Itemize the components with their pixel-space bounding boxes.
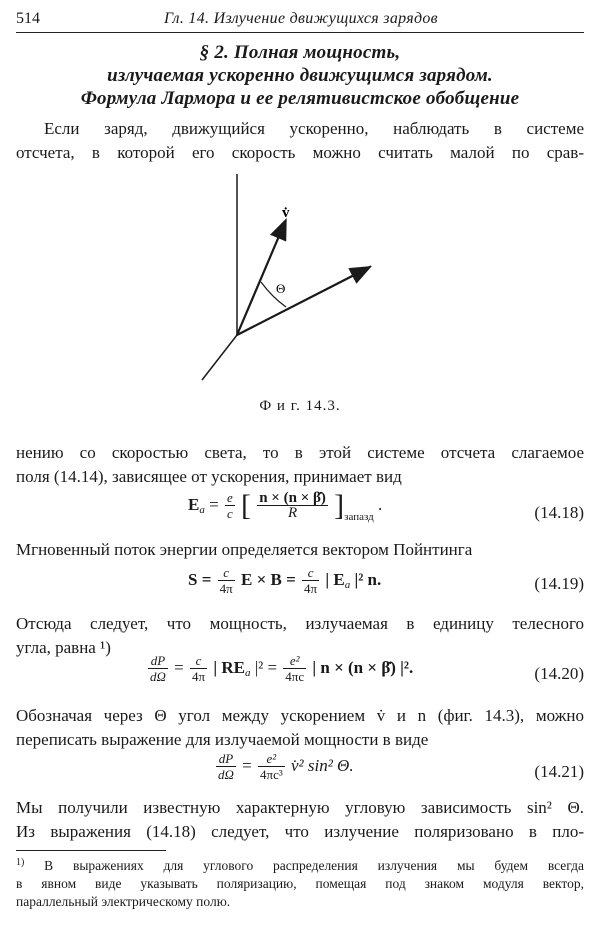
paragraph-line: Мгновенный поток энергии определяется вектором Пойнтинга	[16, 540, 473, 559]
eq-fraction	[257, 491, 328, 521]
acceleration-vector-arrow	[237, 222, 285, 335]
eq-fraction	[218, 566, 235, 596]
fraction-numerator: dP	[148, 654, 168, 669]
paragraph-field	[16, 441, 584, 489]
eq-text: |² n.	[350, 569, 382, 589]
footnote	[16, 854, 584, 911]
fraction-denominator: 4π	[219, 581, 233, 596]
fraction-denominator: 4πc³	[260, 767, 283, 782]
footnote-mark: 1)	[16, 857, 25, 868]
figure-caption: Ф и г. 14.3.	[259, 398, 341, 414]
eq-fraction	[225, 491, 235, 521]
eq-symbol: E	[188, 494, 200, 514]
figure-14-3-diagram	[200, 172, 400, 382]
header-rule	[16, 32, 584, 33]
equation-number: (14.19)	[534, 574, 584, 593]
eq-text: E × B =	[240, 569, 296, 589]
paragraph-conclusion	[16, 796, 584, 844]
eq-text: =	[242, 755, 252, 775]
paragraph-power	[16, 612, 584, 660]
footnote-line: в явном виде указывать поляризацию, помещая под знаком модуля вектор,	[16, 876, 584, 891]
label-v-dot: v̇	[282, 205, 290, 221]
fraction-numerator: c	[302, 566, 319, 581]
retarded-subscript: запазд	[344, 510, 374, 523]
direction-vector-n-arrow	[237, 268, 368, 335]
section-title	[16, 41, 584, 110]
eq-fraction	[283, 654, 306, 684]
page-number: 514	[16, 10, 40, 27]
equation-14-19	[0, 566, 600, 606]
fraction-numerator: n × (n × β̇)	[259, 490, 326, 506]
section-title-line-2: излучаемая ускоренно движущимся зарядом.	[107, 65, 493, 86]
chapter-title: Гл. 14. Излучение движущихся зарядов	[164, 10, 438, 27]
equation-body	[214, 752, 354, 782]
eq-fraction	[302, 566, 319, 596]
equation-body: $E_a$ = $\frac{e}{c}$ [ $\frac{n \times (n \times \betȧ)}{R}$ ]$_{запазд}$ .	[188, 489, 383, 523]
eq-text: v̇² sin² Θ.	[290, 755, 354, 775]
eq-text: | n × (n × β̇) |².	[312, 657, 414, 677]
paragraph-line: Обозначая через Θ угол между ускорением v̇ и n (фиг. 14.3), можно	[16, 706, 584, 725]
fraction-numerator: c	[218, 566, 235, 581]
footnote-rule	[16, 850, 166, 851]
left-bracket: [	[240, 489, 251, 522]
fraction-numerator: c	[190, 654, 207, 669]
paragraph-intro	[16, 117, 584, 165]
paragraph-line: Из выражения (14.18) следует, что излучение поляризовано в пло-	[16, 822, 584, 841]
fraction-denominator: dΩ	[218, 767, 234, 782]
eq-fraction	[258, 752, 285, 782]
paragraph-line: отсчета, в которой его скорость можно считать малой по срав-	[16, 143, 584, 162]
right-bracket: ]	[334, 489, 345, 522]
paragraph-poynting	[16, 538, 584, 562]
fraction-numerator: e²	[283, 654, 306, 669]
eq-fraction	[216, 752, 236, 782]
equation-14-18	[0, 491, 600, 531]
fraction-denominator: dΩ	[150, 669, 166, 684]
fraction-denominator: 4π	[304, 581, 318, 596]
equation-number: (14.21)	[534, 762, 584, 781]
fraction-denominator: R	[287, 505, 298, 521]
eq-fraction	[190, 654, 207, 684]
running-head	[16, 10, 584, 32]
eq-text: =	[174, 657, 184, 677]
eq-text: S =	[188, 569, 212, 589]
footnote-text: В выражениях для углового распределения излучения мы будем всегда	[44, 858, 585, 873]
paragraph-line: Если заряд, движущийся ускоренно, наблюдать в системе	[44, 119, 584, 138]
eq-subscript: a	[244, 666, 251, 679]
footnote-line	[16, 854, 584, 875]
label-theta: Θ	[276, 281, 286, 296]
equation-body	[146, 654, 413, 684]
paragraph-line: поля (14.14), зависящее от ускорения, принимает вид	[16, 467, 402, 486]
paragraph-line: переписать выражение для излучаемой мощности в виде	[16, 730, 429, 749]
fraction-denominator: 4π	[192, 669, 206, 684]
fraction-denominator: 4πc	[285, 669, 305, 684]
fraction-numerator: e²	[258, 752, 285, 767]
paragraph-line: Отсюда следует, что мощность, излучаемая в единицу телесного	[16, 614, 584, 633]
fraction-numerator: e	[226, 490, 233, 505]
eq-fraction	[148, 654, 168, 684]
equation-14-21	[0, 752, 600, 792]
fraction-denominator: c	[226, 506, 233, 521]
eq-text: |² =	[250, 657, 278, 677]
paragraph-angle	[16, 704, 584, 752]
eq-subscript: a	[199, 503, 205, 516]
eq-subscript: a	[344, 578, 351, 591]
equation-number: (14.20)	[534, 664, 584, 683]
equation-body	[188, 566, 381, 596]
equation-number: (14.18)	[534, 503, 584, 522]
paragraph-line: нению со скоростью света, то в этой системе отсчета слагаемое	[16, 443, 584, 462]
equation-14-20	[0, 654, 600, 694]
footnote-line: параллельный электрическому полю.	[16, 894, 231, 909]
section-title-line-3: Формула Лармора и ее релятивистское обобщение	[80, 88, 520, 109]
paragraph-line: угла, равна ¹)	[16, 638, 111, 657]
diagonal-axis-line	[202, 335, 237, 380]
eq-text: | E	[325, 569, 345, 589]
paragraph-line: Мы получили известную характерную угловую зависимость sin² Θ.	[16, 798, 584, 817]
section-title-line-1: § 2. Полная мощность,	[199, 42, 401, 63]
eq-text: | RE	[213, 657, 245, 677]
fraction-numerator: dP	[216, 752, 236, 767]
